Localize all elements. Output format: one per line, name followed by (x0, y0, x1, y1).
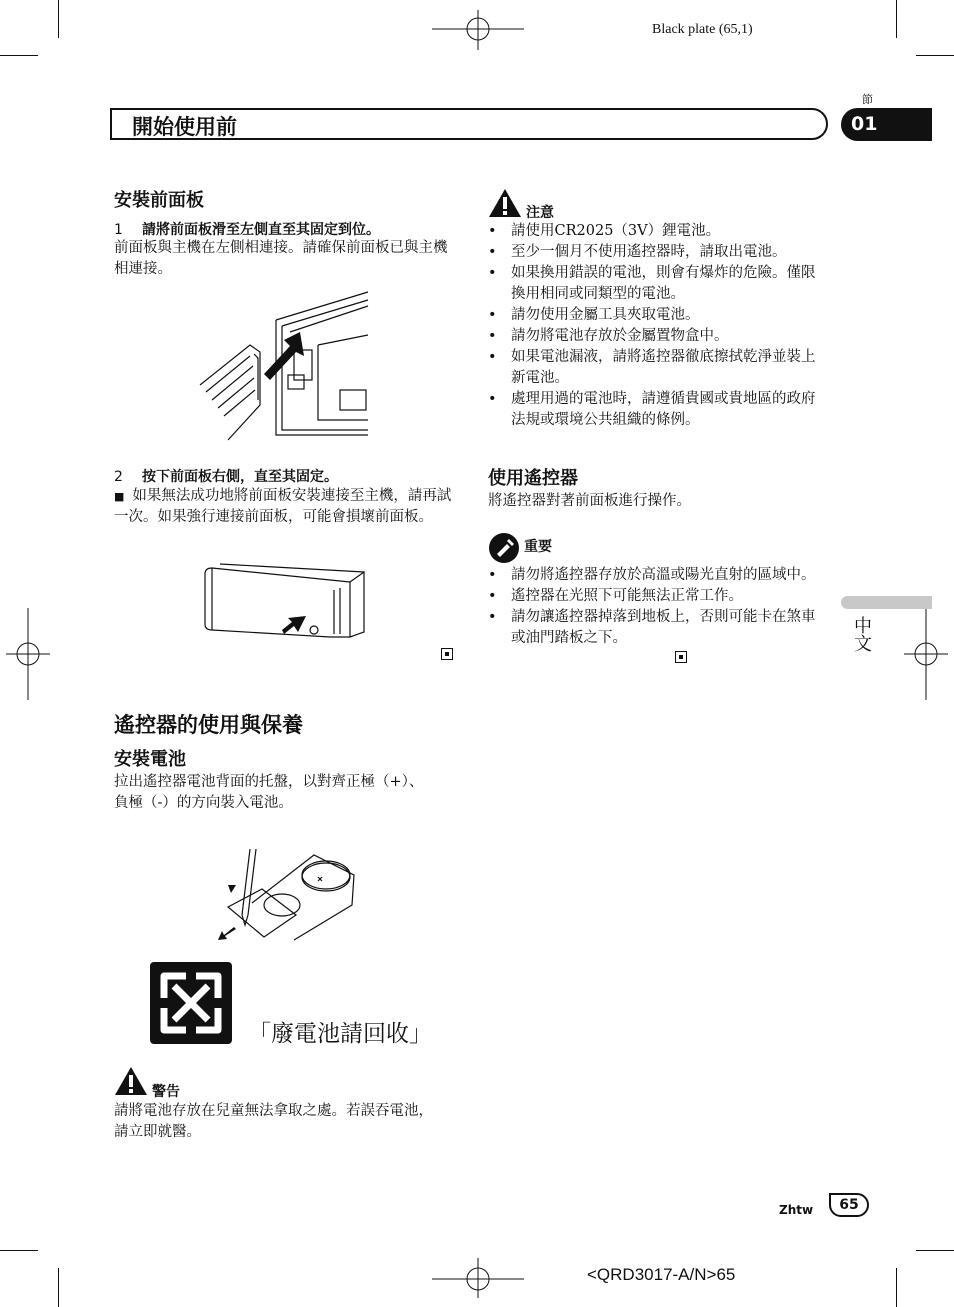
list-item: • 請使用CR2025（3V）鋰電池。 (488, 221, 818, 242)
crop-mark (916, 1250, 954, 1251)
registration-mark (432, 1258, 524, 1298)
step-1-paragraph: 前面板與主機在左側相連接。請確保前面板已與主機相連接。 (114, 240, 448, 277)
caution-list (488, 221, 818, 431)
page-number: 65 (829, 1193, 869, 1217)
caution-icon (488, 188, 522, 218)
side-tab (841, 596, 932, 609)
crop-mark (0, 1250, 38, 1251)
use-remote-heading: 使用遙控器 (488, 468, 578, 489)
remote-care-heading: 遙控器的使用與保養 (114, 713, 303, 737)
recycle-caption: 「廢電池請回收」 (248, 1021, 432, 1047)
step-2 (114, 466, 338, 486)
front-panel-attach-illustration (198, 290, 370, 446)
registration-mark (904, 608, 948, 700)
header-title: 開始使用前 (132, 115, 237, 139)
document-code: <QRD3017-A/N>65 (587, 1265, 736, 1284)
battery-heading: 安裝電池 (114, 749, 186, 770)
crop-mark (58, 1268, 59, 1307)
crop-mark (58, 0, 59, 38)
warning-text: 請將電池存放在兒童無法拿取之處。若誤吞電池，請立即就醫。 (114, 1103, 433, 1140)
list-item: • 請勿將遙控器存放於高溫或陽光直射的區域中。 (488, 565, 818, 586)
list-item: • 請勿使用金屬工具夾取電池。 (488, 305, 818, 326)
list-item: • 遙控器在光照下可能無法正常工作。 (488, 586, 818, 607)
battery-recycle-icon (150, 962, 232, 1044)
plate-text: Black plate (65,1) (652, 22, 753, 37)
caution-label: 注意 (526, 205, 554, 221)
list-item: • 請勿讓遙控器掉落到地板上，否則可能卡在煞車或油門踏板之下。 (488, 607, 818, 649)
step-number: 2 (114, 469, 123, 485)
list-item: • 如果電池漏液，請將遙控器徹底擦拭乾淨並裝上新電池。 (488, 347, 818, 389)
list-item: • 處理用過的電池時，請遵循貴國或貴地區的政府法規或環境公共組織的條例。 (488, 389, 818, 431)
list-item: • 請勿將電池存放於金屬置物盒中。 (488, 326, 818, 347)
step-text: 按下前面板右側，直至其固定。 (142, 469, 338, 485)
battery-install-illustration (214, 845, 358, 945)
step-text: 請將前面板滑至左側直至其固定到位。 (142, 222, 380, 238)
important-label: 重要 (524, 539, 552, 555)
crop-mark (896, 0, 897, 38)
list-item: • 至少一個月不使用遙控器時，請取出電池。 (488, 242, 818, 263)
warning-label: 警告 (152, 1084, 180, 1100)
list-item: • 如果換用錯誤的電池，則會有爆炸的危險。僅限換用相同或同類型的電池。 (488, 263, 818, 305)
side-language: 中文 (851, 616, 872, 652)
step-1 (114, 219, 380, 239)
registration-mark (6, 608, 50, 700)
section-number: 01 (841, 108, 932, 141)
section-label: 節 (862, 93, 873, 106)
battery-paragraph: 拉出遙控器電池背面的托盤，以對齊正極（+）、負極（-）的方向裝入電池。 (114, 774, 424, 811)
registration-mark (432, 10, 524, 50)
use-remote-paragraph: 將遙控器對著前面板進行操作。 (488, 493, 691, 509)
step-2-paragraph (114, 486, 459, 528)
step-2-note-text: 如果無法成功地將前面板安裝連接至主機，請再試一次。如果強行連接前面板，可能會損壞前面板。 (114, 488, 452, 525)
front-panel-press-illustration (200, 562, 366, 642)
footer-language-code: Zhtw (779, 1203, 814, 1217)
step-number: 1 (114, 222, 123, 238)
square-bullet: ■ (114, 490, 125, 503)
section-end-mark (675, 651, 687, 663)
crop-mark (896, 1268, 897, 1307)
install-front-panel-heading: 安裝前面板 (114, 190, 204, 211)
crop-mark (0, 55, 38, 56)
section-end-mark (441, 648, 453, 660)
crop-mark (916, 55, 954, 56)
important-icon (488, 532, 520, 564)
warning-icon (114, 1066, 148, 1096)
important-list (488, 565, 818, 649)
